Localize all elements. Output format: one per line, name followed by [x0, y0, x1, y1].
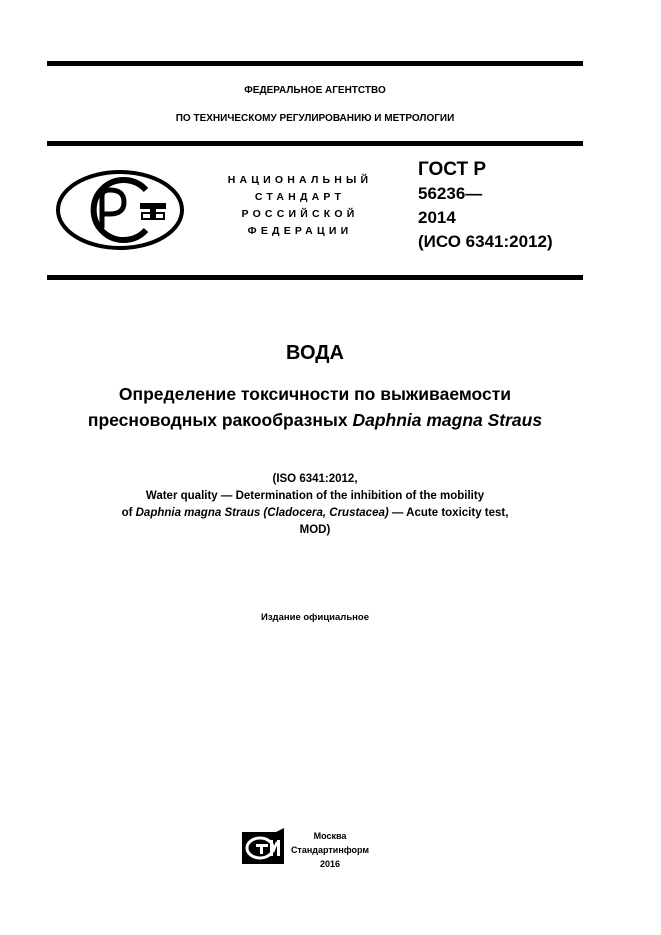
standard-block-bottom-rule: [47, 275, 583, 280]
iso-line-2: Water quality — Determination of the inhibition of the mobility: [145, 490, 485, 502]
iso-species-name: Daphnia magna Straus (Cladocera, Crustacea): [135, 507, 389, 519]
document-title: ВОДА: [286, 342, 344, 364]
iso-reference-block: [0, 471, 630, 539]
publisher-name: Стандартинформ: [290, 845, 370, 855]
iso-line-1: (ISO 6341:2012,: [272, 473, 358, 485]
official-edition-label: Издание официальное: [261, 612, 369, 623]
iso-line-4: MOD): [299, 524, 331, 536]
iso-line-3-prefix: of: [121, 507, 136, 519]
top-rule: [47, 61, 583, 66]
subtitle-line-2: [0, 407, 630, 433]
national-standard-label: [200, 172, 400, 240]
iso-line-3: [0, 505, 630, 522]
gost-number: 56236—: [418, 184, 483, 203]
national-standard-line: РОССИЙСКОЙ: [241, 208, 359, 220]
publication-year: 2016: [319, 859, 341, 869]
standartinform-logo-icon: [240, 828, 288, 866]
national-standard-line: НАЦИОНАЛЬНЫЙ: [227, 174, 373, 186]
gost-designation: [418, 158, 553, 254]
publisher-info: [290, 829, 370, 871]
document-subtitle: [0, 381, 630, 433]
header-divider-rule: [47, 141, 583, 146]
subtitle-line-1: Определение токсичности по выживаемости: [118, 384, 512, 404]
agency-line-2: ПО ТЕХНИЧЕСКОМУ РЕГУЛИРОВАНИЮ И МЕТРОЛОГИИ: [175, 113, 455, 124]
gost-year: 2014: [418, 208, 456, 227]
agency-line-1: ФЕДЕРАЛЬНОЕ АГЕНТСТВО: [244, 85, 386, 96]
publisher-city: Москва: [313, 831, 347, 841]
gost-iso-reference: (ИСО 6341:2012): [418, 232, 553, 251]
subtitle-line-2-text: пресноводных ракообразных: [87, 410, 353, 430]
gost-r-logo-icon: [54, 168, 186, 252]
species-name: Daphnia magna Straus: [352, 410, 543, 430]
gost-prefix: ГОСТ Р: [418, 159, 487, 180]
iso-line-3-suffix: — Acute toxicity test,: [388, 507, 509, 519]
national-standard-line: ФЕДЕРАЦИИ: [247, 225, 353, 237]
national-standard-line: СТАНДАРТ: [254, 191, 346, 203]
